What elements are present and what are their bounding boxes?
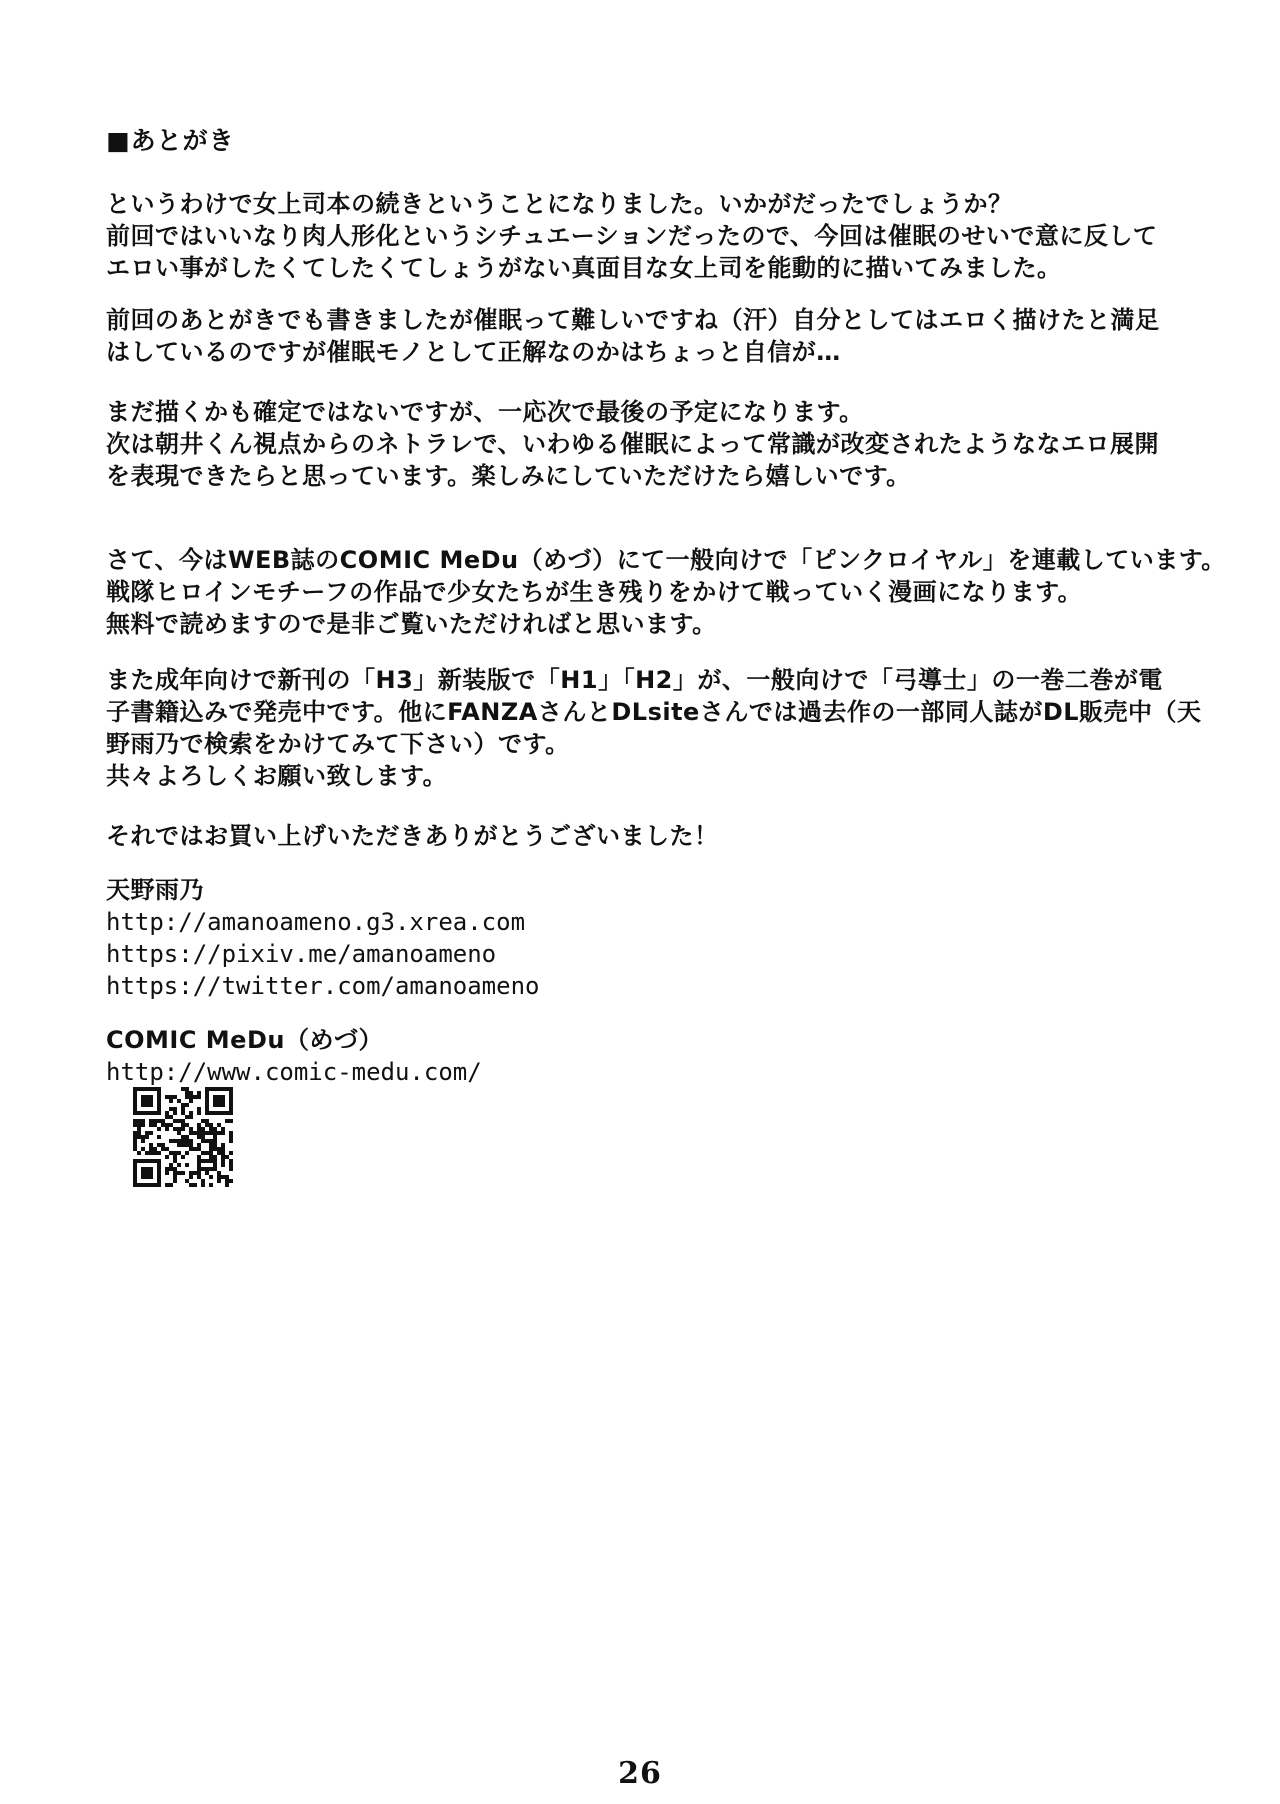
publication-block (106, 1024, 1210, 1088)
page-number: 26 (618, 1756, 662, 1791)
text-line: 前回ではいいなり肉人形化というシチュエーションだったので、今回は催眠のせいで意に反して (106, 222, 1158, 250)
text-line: まだ描くかも確定ではないですが、一応次で最後の予定になります。 (106, 398, 864, 426)
text-line: 野雨乃で検索をかけてみて下さい）です。 (106, 730, 570, 758)
text-line: また成年向けで新刊の「H3」新装版で「H1」「H2」が、一般向けで「弓導士」の一巻二巻が電 (106, 666, 1163, 694)
text-line: 無料で読めますので是非ご覧いただければと思います。 (106, 610, 717, 638)
paragraph-serialization (106, 544, 1226, 640)
author-name: 天野雨乃 (106, 876, 204, 904)
paragraph-next-plans (106, 396, 1210, 492)
qr-code-icon (133, 1087, 233, 1187)
paragraph-thanks (106, 820, 1210, 852)
text-line: さて、今はWEB誌のCOMIC MeDu（めづ）にて一般向けで「ピンクロイヤル」を連載しています。 (106, 546, 1226, 574)
text-line: というわけで女上司本の続きということになりました。いかがだったでしょうか？ (106, 190, 1013, 218)
publication-url: http://www.comic-medu.com/ (106, 1058, 482, 1086)
text-line: 子書籍込みで発売中です。他にFANZAさんとDLsiteさんでは過去作の一部同人誌がDL販売中（天 (106, 698, 1202, 726)
author-pixiv-url: https://pixiv.me/amanoameno (106, 940, 497, 968)
paragraph-releases (106, 664, 1210, 792)
author-block (106, 874, 1210, 1002)
text-line: エロい事がしたくてしたくてしょうがない真面目な女上司を能動的に描いてみました。 (106, 254, 1062, 282)
text-line: 次は朝井くん視点からのネトラレで、いわゆる催眠によって常識が改変されたようななエロ展開 (106, 430, 1160, 458)
text-line: はしているのですが催眠モノとして正解なのかはちょっと自信が… (106, 338, 841, 366)
text-line: を表現できたらと思っています。楽しみにしていただけたら嬉しいです。 (106, 462, 911, 490)
publication-name: COMIC MeDu（めづ） (106, 1026, 383, 1054)
text-line: 前回のあとがきでも書きましたが催眠って難しいですね（汗）自分としてはエロく描けたと満足 (106, 306, 1160, 334)
text-line: 戦隊ヒロインモチーフの作品で少女たちが生き残りをかけて戦っていく漫画になります。 (106, 578, 1083, 606)
author-twitter-url: https://twitter.com/amanoameno (106, 972, 540, 1000)
paragraph-hypnosis-difficulty (106, 304, 1210, 368)
text-line: 共々よろしくお願い致します。 (106, 762, 448, 790)
author-website-url: http://amanoameno.g3.xrea.com (106, 908, 526, 936)
page-title: ■あとがき (106, 126, 235, 155)
paragraph-intro (106, 188, 1210, 284)
text-line: それではお買い上げいただきありがとうございました！ (106, 822, 719, 850)
